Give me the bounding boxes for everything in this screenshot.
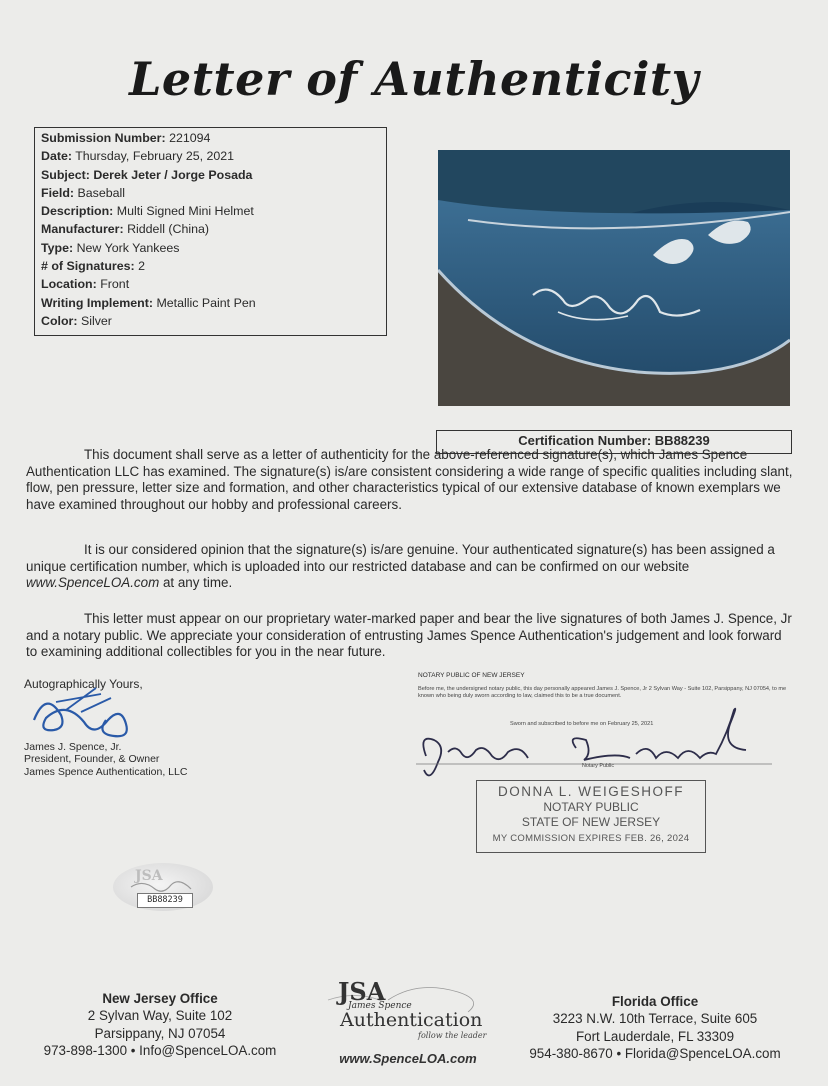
detail-row [41,220,380,238]
detail-value: Silver [80,313,112,328]
detail-value: New York Yankees [76,240,180,255]
detail-label: Submission Number: [41,131,166,145]
notary-sworn-line: Sworn and subscribed to before me on February 25, 2021 [510,721,654,727]
logo-tagline: follow the leader [418,1031,487,1040]
certification-number: BB88239 [654,433,710,448]
helmet-photo [438,150,790,406]
spence-signature [26,680,136,742]
notary-header: NOTARY PUBLIC OF NEW JERSEY [418,672,525,679]
fl-office-heading: Florida Office [611,994,699,1009]
detail-value: Multi Signed Mini Helmet [116,204,254,219]
detail-row [41,294,380,312]
detail-label: Color: [41,313,78,328]
notary-stamp-expiry: MY COMMISSION EXPIRES FEB. 26, 2024 [492,832,690,844]
helmet-image [438,150,790,406]
signer-title: President, Founder, & Owner [24,753,160,765]
notary-signature [416,704,776,786]
detail-label: Writing Implement: [41,295,153,310]
detail-row [41,147,380,165]
detail-label: Manufacturer: [41,222,124,237]
fl-office-contact: 954-380-8670 • Florida@SpenceLOA.com [529,1045,781,1061]
closing-line: Autographically Yours, [24,677,143,691]
website-link[interactable]: www.SpenceLOA.com [26,575,160,591]
signer-name: James J. Spence, Jr. [24,741,122,753]
notary-stamp [476,780,706,853]
detail-label: Subject: [41,167,90,182]
detail-row [41,239,380,257]
detail-label: Location: [41,277,97,292]
logo-authentication: Authentication [340,1009,483,1031]
detail-value: Thursday, February 25, 2021 [75,149,235,164]
nj-office-address1: 2 Sylvan Way, Suite 102 [87,1008,233,1024]
footer-website[interactable]: www.SpenceLOA.com [339,1051,477,1066]
detail-value: Riddell (China) [127,222,210,237]
detail-value: Front [100,277,130,292]
detail-row [41,312,380,330]
submission-details-box [34,127,387,336]
logo-spence: James Spence [348,1001,412,1011]
logo-jsa: JSA [338,977,386,1006]
detail-label: Date: [41,149,72,164]
nj-office-heading: New Jersey Office [102,991,218,1006]
fl-office-address2: Fort Lauderdale, FL 33309 [575,1028,735,1044]
signer-company: James Spence Authentication, LLC [24,766,188,778]
detail-label: Description: [41,204,114,219]
notary-caption: Notary Public [582,763,615,769]
notary-statement: Before me, the undersigned notary public, this day personally appeared James J. Spence, Jr 2 Sylvan Way - Suite 102, Parsippany, NJ 07054, to me known who being duly sworn according to law, claimed this to be a true document. [418,686,787,699]
detail-row [41,166,380,184]
detail-label: Field: [41,185,75,200]
detail-label: # of Signatures: [41,259,135,274]
notary-stamp-state: STATE OF NEW JERSEY [521,815,661,829]
nj-office-contact: 973-898-1300 • Info@SpenceLOA.com [43,1042,277,1058]
letter-title: Letter of Authenticity [129,52,699,106]
nj-office-address2: Parsippany, NJ 07054 [94,1025,226,1041]
hologram-logo-text: JSA [135,868,163,884]
detail-value: Derek Jeter / Jorge Posada [93,167,253,182]
florida-office [510,993,800,1062]
authenticity-paragraph: This document shall serve as a letter of authenticity for the above-referenced signature(s), which James Spence Authentication LLC has examined. The signature(s) is/are consistent considering a wide range of specific qualities including slant, flow, pen pressure, letter size and formation, and other characteristics typical of our extensive database of known exemplars we have examined throughout our hobby and professional careers. [26,447,793,512]
detail-row [41,129,380,147]
detail-row [41,257,380,275]
notary-stamp-title: NOTARY PUBLIC [543,799,639,814]
notary-requirement-paragraph: This letter must appear on our proprietary water-marked paper and bear the live signatures of both James J. Spence, Jr and a notary public. We appreciate your consideration of entrusting James Spence Authentication's judgement and look forward to examining additional collectibles for you in the near future. [26,611,792,660]
detail-value: Metallic Paint Pen [156,295,256,310]
hologram-number: BB88239 [137,893,193,908]
notary-stamp-name: DONNA L. WEIGESHOFF [497,784,685,799]
detail-label: Type: [41,240,74,255]
detail-row [41,184,380,202]
certification-label: Certification Number: [518,433,652,448]
detail-value: 221094 [169,131,211,145]
fl-office-address1: 3223 N.W. 10th Terrace, Suite 605 [552,1011,758,1027]
opinion-text: It is our considered opinion that the signature(s) is/are genuine. Your authenticated signature(s) has been assigned a unique certification number, which is uploaded into our restricted database and can be confirmed on our website [26,542,775,574]
detail-row [41,202,380,220]
opinion-text-end: at any time. [159,575,233,591]
detail-value: Baseball [77,185,126,200]
detail-row [41,275,380,293]
detail-value: 2 [138,259,145,274]
opinion-paragraph [26,542,796,592]
new-jersey-office [20,990,300,1059]
